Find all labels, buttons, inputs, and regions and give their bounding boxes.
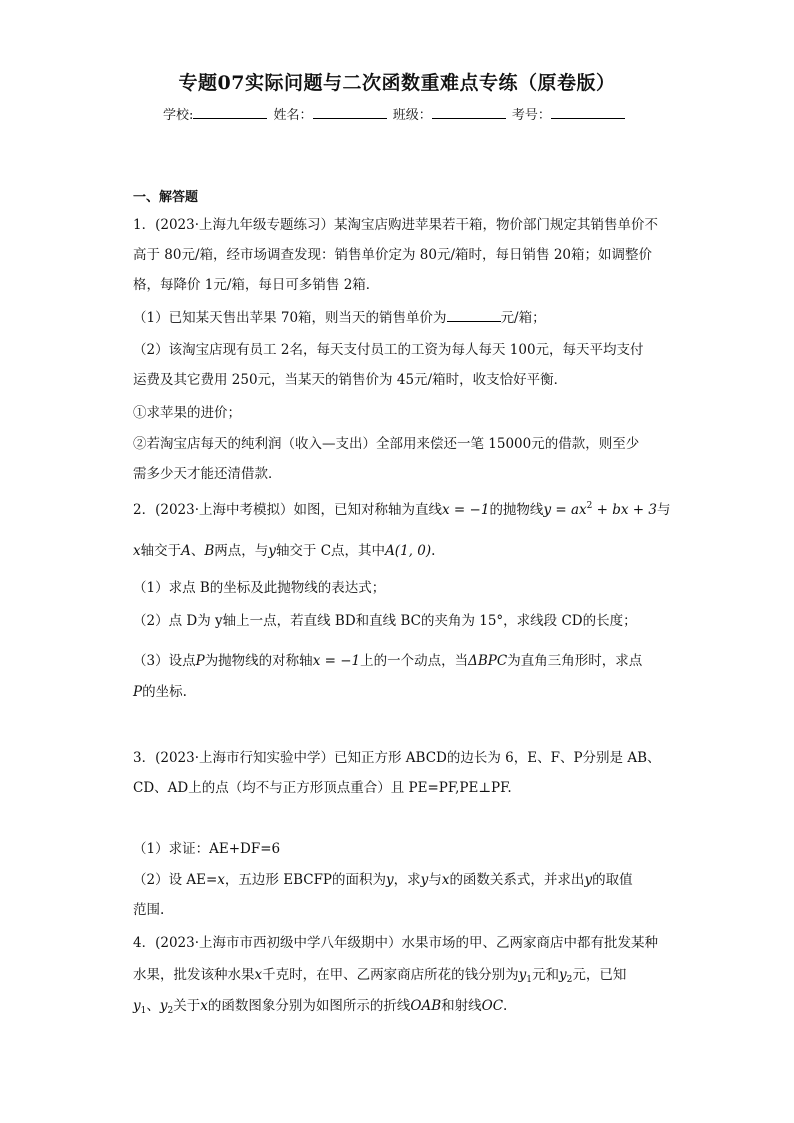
q4-text: 水果，批发该种水果 xyxy=(133,967,255,983)
q1-line-6: 运费及其它费用 250元，当某天的销售价为 45元/箱时，收支恰好平衡． xyxy=(133,372,568,388)
q4-text: . xyxy=(503,998,508,1014)
exponent: 2 xyxy=(586,501,593,511)
var-x: x xyxy=(200,998,208,1014)
exam-number-blank[interactable] xyxy=(551,106,625,119)
q1-line-5: （2）该淘宝店现有员工 2名，每天支付员工的工资为每人每天 100元，每天平均支付 xyxy=(133,342,644,358)
eq-part: y = ax xyxy=(543,502,587,518)
q3-text: 与 xyxy=(428,872,442,888)
point-a: A xyxy=(181,543,191,559)
q2-text: 为直角三角形时，求点 xyxy=(507,653,643,669)
q2-text: 两点，与 xyxy=(214,543,269,559)
q4-text: 和射线 xyxy=(441,998,482,1014)
q1-line-3: 格，每降价 1元/箱，每日可多销售 2箱． xyxy=(133,277,380,293)
q1-line-7: ①求苹果的进价； xyxy=(133,405,241,421)
q4-text: 元，已知 xyxy=(572,967,627,983)
q3-line-2: CD、AD上的点（均不与正方形顶点重合）且 PE=PF,PE⊥PF. xyxy=(133,780,512,796)
q1-line-4 xyxy=(133,306,673,326)
q3-line-1: 3．(2023·上海市行知实验中学）已知正方形 ABCD的边长为 6，E、F、P分别是 AB、 xyxy=(133,750,661,766)
var-y: y xyxy=(386,872,394,888)
q3-line-5: 范围. xyxy=(133,902,165,918)
q2-text: 的抛物线 xyxy=(489,502,544,518)
q2-line-5 xyxy=(133,649,673,669)
q2-line-4: （2）点 D为 y轴上一点，若直线 BD和直线 BC的夹角为 15°，求线段 CD的长度； xyxy=(133,613,637,629)
student-info-line xyxy=(163,104,627,123)
var-x: x xyxy=(133,543,141,559)
section-heading: 一、解答题 xyxy=(133,190,199,205)
q2-line-3: （1）求点 B的坐标及此抛物线的表达式； xyxy=(133,580,386,596)
var-y2 xyxy=(559,967,572,983)
q2-text: 上的一个动点，当 xyxy=(360,653,469,669)
q1-part1-unit: 元/箱； xyxy=(500,310,546,326)
var-x: x xyxy=(254,967,263,983)
q2-text: 、 xyxy=(190,543,205,559)
exam-number-label: 考号： xyxy=(511,108,551,123)
var-x: x xyxy=(217,872,225,888)
ray-oc: OC xyxy=(481,998,504,1014)
q2-text: 2．(2023·上海中考模拟）如图，已知对称轴为直线 xyxy=(133,502,443,518)
var-y: y xyxy=(133,998,141,1014)
point-a-coords: A(1, 0) xyxy=(385,543,432,559)
q1-line-2: 高于 80元/箱，经市场调查发现：销售单价定为 80元/箱时，每日销售 20箱；如调整价 xyxy=(133,247,653,263)
q2-text: 为抛物线的对称轴 xyxy=(204,653,313,669)
q2-text: 与 xyxy=(657,502,671,518)
answer-blank[interactable] xyxy=(447,309,501,322)
var-x: x xyxy=(441,872,450,888)
q4-text: 关于 xyxy=(173,998,201,1014)
q4-line-2 xyxy=(133,963,673,985)
eq-part: + bx + 3 xyxy=(592,502,657,518)
q4-text: 的函数图象分别为如图所示的折线 xyxy=(207,998,411,1014)
q2-line-2 xyxy=(133,539,673,559)
point-p: P xyxy=(195,653,205,669)
q3-text: （2）设 AE= xyxy=(133,872,218,888)
var-y: y xyxy=(559,967,567,983)
q3-line-4 xyxy=(133,868,673,888)
school-blank[interactable] xyxy=(193,106,267,119)
name-label: 姓名： xyxy=(273,108,313,123)
q4-text: 、 xyxy=(146,998,160,1014)
q2-text: . xyxy=(431,543,436,559)
q3-text: ，求 xyxy=(393,872,421,888)
var-y: y xyxy=(159,998,168,1014)
point-b: B xyxy=(204,543,215,559)
q3-text: 的取值 xyxy=(592,872,633,888)
subscript: 1 xyxy=(526,975,532,985)
var-y: y xyxy=(268,543,276,559)
var-y1 xyxy=(519,967,532,983)
subscript: 2 xyxy=(167,1006,174,1016)
page-title: 专题07实际问题与二次函数重难点专练（原卷版） xyxy=(178,72,616,94)
q1-line-1: 1．(2023·上海九年级专题练习）某淘宝店购进苹果若干箱，物价部门规定其销售单价不 xyxy=(133,217,659,233)
subscript: 1 xyxy=(140,1006,147,1016)
q4-text: 元和 xyxy=(532,967,559,983)
var-y: y xyxy=(584,872,593,888)
var-y2 xyxy=(160,998,173,1014)
class-blank[interactable] xyxy=(432,106,506,119)
q3-text: ，五边形 EBCFP的面积为 xyxy=(224,872,387,888)
subscript: 2 xyxy=(566,975,573,985)
q2-text: （3）设点 xyxy=(133,653,196,669)
q4-line-3 xyxy=(133,994,673,1016)
polyline-oab: OAB xyxy=(410,998,442,1014)
class-label: 班级： xyxy=(392,108,432,123)
axis-equation: x = −1 xyxy=(442,502,490,518)
point-p: P xyxy=(133,684,143,700)
q1-line-8: ②若淘宝店每天的纯利润（收入—支出）全部用来偿还一笔 15000元的借款，则至少 xyxy=(133,436,640,452)
q2-line-6 xyxy=(133,680,673,700)
triangle-bpc: ΔBPC xyxy=(468,653,508,669)
var-y1 xyxy=(133,998,146,1014)
q4-text: 千克时，在甲、乙两家商店所花的钱分别为 xyxy=(262,967,519,983)
name-blank[interactable] xyxy=(313,106,387,119)
q2-text: 轴交于 xyxy=(140,543,182,559)
q2-text: 的坐标. xyxy=(142,684,187,700)
var-y: y xyxy=(518,967,527,983)
parabola-equation xyxy=(543,502,657,518)
q1-part1-text: （1）已知某天售出苹果 70箱，则当天的销售单价为 xyxy=(133,310,447,326)
q2-line-1 xyxy=(133,498,673,518)
q1-line-9: 需多少天才能还清借款． xyxy=(133,466,282,482)
var-y: y xyxy=(420,872,429,888)
q2-text: 轴交于 C点，其中 xyxy=(275,543,386,559)
axis-equation: x = −1 xyxy=(312,653,361,669)
school-label: 学校: xyxy=(163,108,194,123)
q4-line-1: 4．(2023·上海市市西初级中学八年级期中）水果市场的甲、乙两家商店中都有批发某种 xyxy=(133,935,659,951)
q3-line-3: （1）求证：AE+DF=6 xyxy=(133,841,281,857)
q3-text: 的函数关系式，并求出 xyxy=(449,872,585,888)
